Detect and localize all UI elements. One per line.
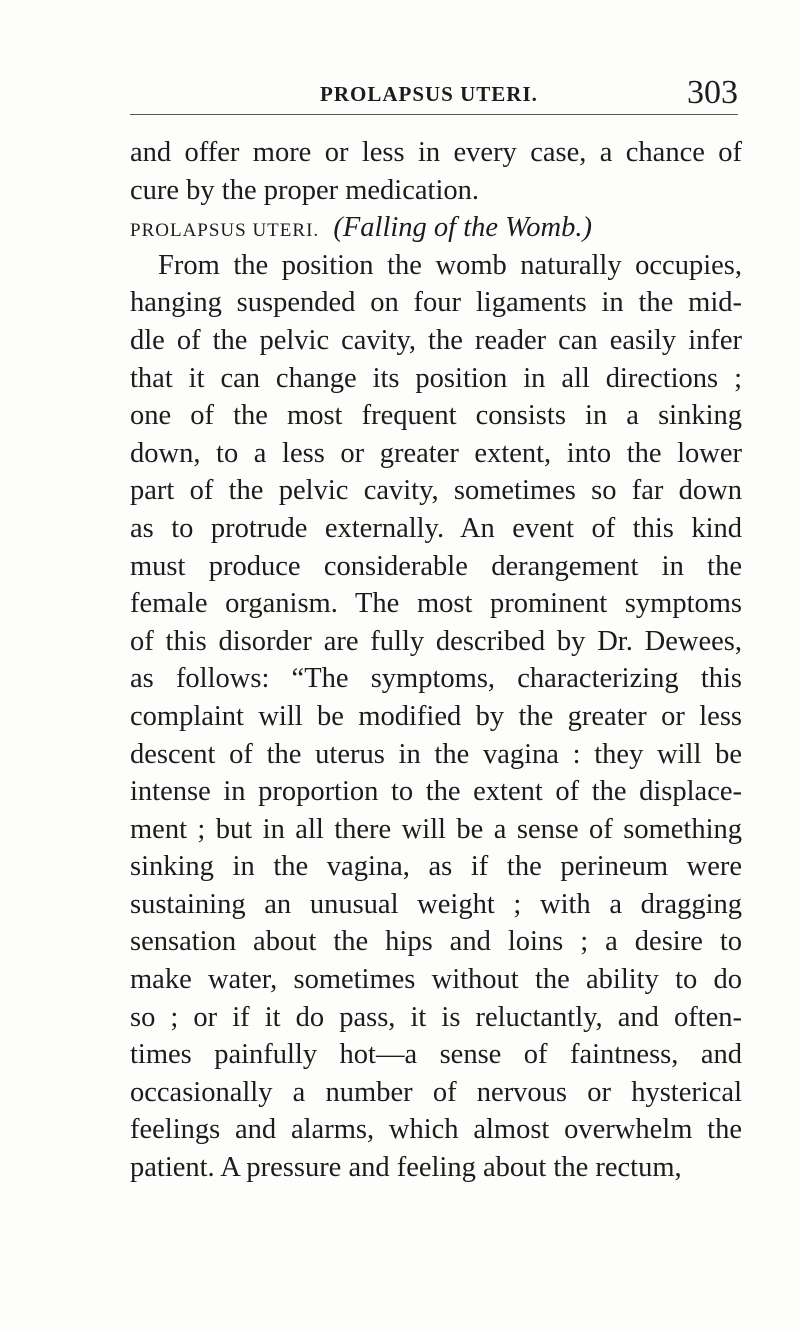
section-heading (130, 209, 742, 247)
text-line: as follows: “The symptoms, characterizing this (130, 663, 742, 695)
text-line: so ; or if it do pass, it is reluctantly, and often- (130, 1001, 742, 1033)
page-number: 303 (687, 74, 738, 111)
text-line: sensation about the hips and loins ; a desire to (130, 926, 742, 958)
text-line: cure by the proper medication. (130, 174, 479, 206)
text-line: descent of the uterus in the vagina : they will be (130, 738, 742, 770)
text-line: one of the most frequent consists in a sinking (130, 400, 742, 432)
text-line: down, to a less or greater extent, into the lower (130, 437, 742, 469)
running-title: PROLAPSUS UTERI. (320, 82, 538, 106)
text-line: female organism. The most prominent symptoms (130, 588, 742, 620)
page-header (130, 74, 738, 116)
text-line: intense in proportion to the extent of the displace- (130, 776, 742, 808)
text-line: part of the pelvic cavity, sometimes so far down (130, 475, 742, 507)
text-line: patient. A pressure and feeling about the rectum, (130, 1152, 682, 1184)
text-line: occasionally a number of nervous or hysterical (130, 1076, 742, 1108)
body-text (130, 134, 742, 1187)
text-line: times painfully hot—a sense of faintness, and (130, 1039, 742, 1071)
text-line: as to protrude externally. An event of this kind (130, 512, 742, 544)
text-line: that it can change its position in all directions ; (130, 362, 742, 394)
header-rule (130, 114, 738, 115)
text-line: make water, sometimes without the ability to do (130, 964, 742, 996)
text-line: and offer more or less in every case, a chance of (130, 137, 742, 168)
text-line: must produce considerable derangement in the (130, 550, 742, 582)
text-line: sinking in the vagina, as if the perineum were (130, 851, 742, 883)
text-line: of this disorder are fully described by Dr. Dewees, (130, 625, 742, 657)
text-line: dle of the pelvic cavity, the reader can easily infer (130, 324, 742, 356)
text-line: sustaining an unusual weight ; with a dragging (130, 888, 742, 920)
section-heading-latin: PROLAPSUS UTERI. (130, 220, 320, 242)
text-line: From the position the womb naturally occupies, (158, 249, 742, 281)
section-heading-english: (Falling of the Womb.) (333, 212, 592, 244)
text-line: ment ; but in all there will be a sense of something (130, 813, 742, 845)
text-line: hanging suspended on four ligaments in the mid- (130, 287, 742, 319)
text-line: complaint will be modified by the greater or less (130, 700, 742, 732)
text-line: feelings and alarms, which almost overwhelm the (130, 1114, 742, 1146)
